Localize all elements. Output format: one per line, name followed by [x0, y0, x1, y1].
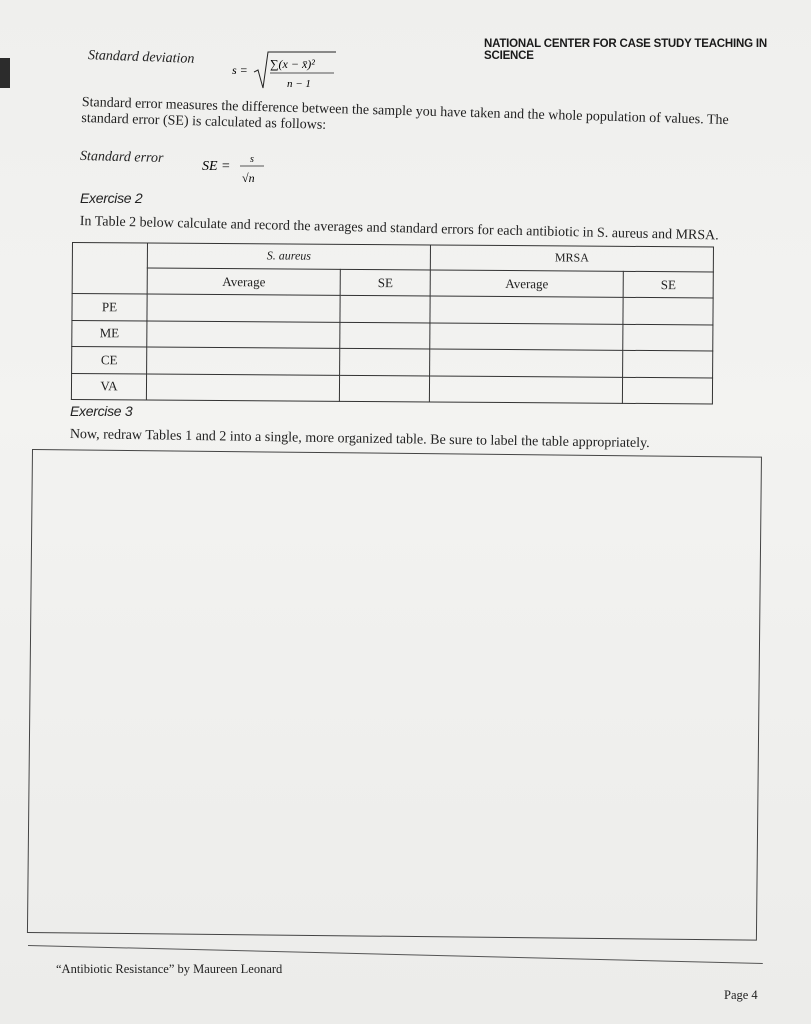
- footer-credit: “Antibiotic Resistance” by Maureen Leonard: [56, 962, 283, 976]
- std-dev-denominator: n − 1: [287, 78, 311, 90]
- group-header-mrsa: MRSA: [430, 245, 713, 272]
- exercise-3-instruction: Now, redraw Tables 1 and 2 into a single, more organized table. Be sure to label the table appropriately.: [69, 427, 650, 452]
- table-cell[interactable]: [623, 350, 713, 377]
- std-dev-formula: [232, 46, 342, 92]
- std-error-denominator: √n: [242, 171, 255, 185]
- table-cell[interactable]: [430, 323, 623, 351]
- table-cell[interactable]: [146, 374, 339, 402]
- subheader-average-mrsa: Average: [430, 270, 623, 298]
- table-corner-cell: [72, 243, 147, 295]
- table-2: [71, 242, 714, 404]
- std-error-formula: [202, 152, 272, 192]
- table-cell[interactable]: [623, 377, 713, 404]
- table-cell[interactable]: [147, 321, 340, 349]
- row-label-ce: CE: [72, 347, 147, 374]
- table-cell[interactable]: [429, 376, 622, 404]
- subheader-se-mrsa: SE: [623, 271, 713, 298]
- page-edge-shadow: [0, 58, 10, 88]
- exercise-3-title: Exercise 3: [70, 403, 133, 419]
- subheader-se-s-aureus: SE: [340, 269, 430, 296]
- answer-box[interactable]: [27, 449, 762, 941]
- page-number: Page 4: [724, 988, 758, 1002]
- row-label-me: ME: [72, 320, 147, 347]
- subheader-average-s-aureus: Average: [147, 268, 340, 296]
- std-error-lhs: SE =: [202, 159, 231, 174]
- table-cell[interactable]: [430, 296, 623, 324]
- table-cell[interactable]: [340, 296, 430, 323]
- row-label-va: VA: [71, 373, 146, 400]
- std-dev-numerator: ∑(x − x̄)²: [270, 57, 315, 71]
- page-header: NATIONAL CENTER FOR CASE STUDY TEACHING IN SCIENCE: [484, 38, 767, 62]
- std-dev-lhs: s =: [232, 63, 248, 77]
- std-error-numerator: s: [250, 154, 254, 165]
- table-row: [71, 373, 712, 404]
- table-cell[interactable]: [623, 324, 713, 351]
- table-cell[interactable]: [340, 322, 430, 349]
- table-cell[interactable]: [340, 375, 430, 402]
- table-cell[interactable]: [147, 294, 340, 322]
- standard-error-description: Standard error measures the difference between the sample you have taken and the whole population of values. The standard error (SE) is calculated as follows:: [81, 95, 729, 133]
- exercise-2-instruction: In Table 2 below calculate and record the averages and standard errors for each antibiotic in S. aureus and MRSA.: [79, 214, 719, 244]
- table-cell[interactable]: [623, 298, 713, 325]
- group-header-s-aureus: S. aureus: [147, 243, 430, 270]
- table-cell[interactable]: [340, 348, 430, 375]
- table-cell[interactable]: [147, 347, 340, 375]
- exercise-2-title: Exercise 2: [80, 190, 143, 206]
- row-label-pe: PE: [72, 294, 147, 321]
- table-cell[interactable]: [430, 349, 623, 377]
- std-error-label: Standard error: [79, 148, 164, 167]
- std-dev-label: Standard deviation: [87, 48, 195, 67]
